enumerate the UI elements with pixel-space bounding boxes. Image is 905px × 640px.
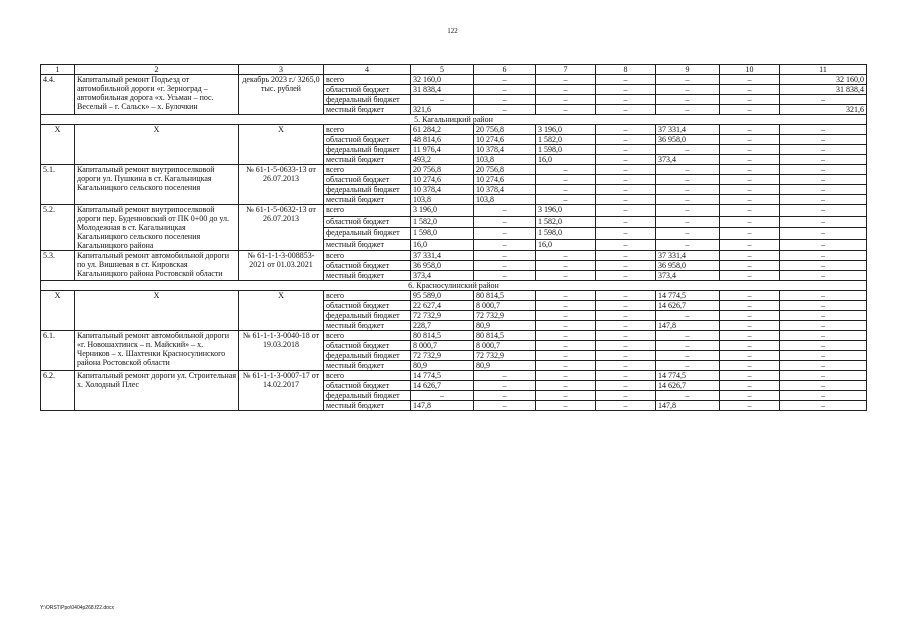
amount-cell: – <box>474 205 536 217</box>
amount-cell: – <box>656 195 720 205</box>
amount-cell: 80,9 <box>474 321 536 331</box>
amount-cell: – <box>780 321 867 331</box>
funding-source: всего <box>324 125 411 135</box>
amount-cell: – <box>780 341 867 351</box>
amount-cell: – <box>596 185 656 195</box>
amount-cell: – <box>656 85 720 95</box>
amount-cell: 147,8 <box>656 401 720 411</box>
amount-cell: 95 589,0 <box>411 291 474 301</box>
amount-cell: – <box>720 105 780 115</box>
amount-cell: 1 582,0 <box>411 216 474 228</box>
amount-cell: – <box>720 125 780 135</box>
file-path-footer: Y:\ORST\Ppo\0404p268.f22.docx <box>40 605 114 611</box>
amount-cell: 16,0 <box>536 239 596 251</box>
amount-cell: – <box>720 228 780 240</box>
amount-cell: – <box>656 216 720 228</box>
amount-cell: – <box>720 165 780 175</box>
amount-cell: – <box>596 261 656 271</box>
amount-cell: – <box>720 239 780 251</box>
amount-cell: – <box>780 301 867 311</box>
amount-cell: 16,0 <box>411 239 474 251</box>
amount-cell: 14 626,7 <box>656 381 720 391</box>
column-header: 8 <box>596 65 656 75</box>
amount-cell: – <box>656 331 720 341</box>
amount-cell: – <box>474 261 536 271</box>
amount-cell: 147,8 <box>411 401 474 411</box>
item-name: Х <box>75 125 239 165</box>
amount-cell: – <box>536 331 596 341</box>
amount-cell: 20 756,8 <box>474 125 536 135</box>
amount-cell: 10 378,4 <box>474 185 536 195</box>
amount-cell: 3 196,0 <box>536 205 596 217</box>
amount-cell: – <box>411 391 474 401</box>
funding-source: всего <box>324 331 411 341</box>
amount-cell: 493,2 <box>411 155 474 165</box>
amount-cell: 3 196,0 <box>536 125 596 135</box>
amount-cell: – <box>536 105 596 115</box>
column-header: 11 <box>780 65 867 75</box>
item-document: декабрь 2023 г./ 3265,0 тыс. рублей <box>239 75 324 115</box>
funding-source: всего <box>324 205 411 217</box>
amount-cell: – <box>720 205 780 217</box>
amount-cell: – <box>780 351 867 361</box>
funding-source: областной бюджет <box>324 341 411 351</box>
amount-cell: – <box>780 251 867 261</box>
amount-cell: 321,6 <box>780 105 867 115</box>
amount-cell: – <box>474 271 536 281</box>
amount-cell: – <box>536 261 596 271</box>
amount-cell: – <box>596 401 656 411</box>
table-row <box>41 251 867 261</box>
amount-cell: 31 838,4 <box>411 85 474 95</box>
amount-cell: 373,4 <box>656 271 720 281</box>
funding-source: федеральный бюджет <box>324 391 411 401</box>
amount-cell: – <box>536 175 596 185</box>
funding-source: областной бюджет <box>324 261 411 271</box>
amount-cell: – <box>536 185 596 195</box>
amount-cell: – <box>656 145 720 155</box>
amount-cell: – <box>720 216 780 228</box>
amount-cell: 48 814,6 <box>411 135 474 145</box>
amount-cell: – <box>536 351 596 361</box>
amount-cell: – <box>720 291 780 301</box>
item-name: Капитальный ремонт Подъезд от автомобильной дороги «г. Зерноград – автомобильная дорога «х. Усьман – пос. Веселый – г. Сальск» – х. Булочкин <box>75 75 239 115</box>
amount-cell: – <box>656 205 720 217</box>
amount-cell: 1 582,0 <box>536 135 596 145</box>
amount-cell: – <box>780 391 867 401</box>
amount-cell: 147,8 <box>656 321 720 331</box>
funding-source: областной бюджет <box>324 381 411 391</box>
amount-cell: 16,0 <box>536 155 596 165</box>
amount-cell: – <box>780 291 867 301</box>
amount-cell: – <box>536 291 596 301</box>
amount-cell: – <box>720 251 780 261</box>
amount-cell: – <box>596 145 656 155</box>
amount-cell: – <box>780 175 867 185</box>
amount-cell: – <box>536 301 596 311</box>
table-row <box>41 165 867 175</box>
amount-cell: – <box>474 251 536 261</box>
item-document: № 61-1-5-0632-13 от 26.07.2013 <box>239 205 324 251</box>
amount-cell: – <box>720 175 780 185</box>
amount-cell: 20 756,8 <box>411 165 474 175</box>
amount-cell: – <box>536 271 596 281</box>
amount-cell: – <box>474 75 536 85</box>
funding-source: федеральный бюджет <box>324 95 411 105</box>
amount-cell: 8 000,7 <box>411 341 474 351</box>
item-number: Х <box>41 125 75 165</box>
amount-cell: – <box>474 228 536 240</box>
amount-cell: 1 598,0 <box>536 228 596 240</box>
amount-cell: 22 627,4 <box>411 301 474 311</box>
amount-cell: – <box>656 239 720 251</box>
amount-cell: – <box>474 216 536 228</box>
amount-cell: 228,7 <box>411 321 474 331</box>
amount-cell: – <box>720 371 780 381</box>
amount-cell: – <box>656 311 720 321</box>
amount-cell: – <box>780 145 867 155</box>
amount-cell: – <box>656 391 720 401</box>
amount-cell: – <box>780 95 867 105</box>
amount-cell: – <box>720 135 780 145</box>
header-row <box>41 65 867 75</box>
amount-cell: 14 774,5 <box>656 371 720 381</box>
amount-cell: 80,9 <box>411 361 474 371</box>
amount-cell: 103,8 <box>474 155 536 165</box>
amount-cell: 37 331,4 <box>411 251 474 261</box>
amount-cell: – <box>596 85 656 95</box>
amount-cell: – <box>596 381 656 391</box>
amount-cell: – <box>596 125 656 135</box>
amount-cell: 3 196,0 <box>411 205 474 217</box>
amount-cell: – <box>411 95 474 105</box>
amount-cell: 373,4 <box>411 271 474 281</box>
funding-source: областной бюджет <box>324 301 411 311</box>
table-row <box>41 371 867 381</box>
amount-cell: – <box>780 195 867 205</box>
table-row <box>41 331 867 341</box>
amount-cell: – <box>474 239 536 251</box>
amount-cell: – <box>780 311 867 321</box>
amount-cell: – <box>720 321 780 331</box>
item-name: Капитальный ремонт внутрипоселковой дороги ул. Пушкина в ст. Кагальницкая Кагальницкого сельского поселения <box>75 165 239 205</box>
amount-cell: – <box>596 321 656 331</box>
item-name: Капитальный ремонт автомобильной дороги «г. Новошахтинск – п. Майский» – х. Черников – х. Шахтенки Красносулинского района Ростовской области <box>75 331 239 371</box>
funding-source: местный бюджет <box>324 239 411 251</box>
amount-cell: 10 274,6 <box>411 175 474 185</box>
amount-cell: – <box>720 311 780 321</box>
amount-cell: – <box>596 301 656 311</box>
item-number: 5.3. <box>41 251 75 281</box>
amount-cell: 32 160,0 <box>411 75 474 85</box>
amount-cell: – <box>720 401 780 411</box>
amount-cell: – <box>656 341 720 351</box>
table-row <box>41 75 867 85</box>
amount-cell: – <box>780 381 867 391</box>
amount-cell: – <box>596 75 656 85</box>
amount-cell: – <box>780 371 867 381</box>
section-row <box>41 281 867 291</box>
amount-cell: – <box>780 261 867 271</box>
funding-source: местный бюджет <box>324 195 411 205</box>
item-name: Капитальный ремонт дороги ул. Строительная х. Холодный Плес <box>75 371 239 411</box>
amount-cell: – <box>656 75 720 85</box>
amount-cell: – <box>474 95 536 105</box>
amount-cell: – <box>536 391 596 401</box>
page-number: 122 <box>447 27 458 35</box>
column-header: 9 <box>656 65 720 75</box>
amount-cell: 31 838,4 <box>780 85 867 95</box>
amount-cell: 37 331,4 <box>656 125 720 135</box>
item-document: № 61-1-1-3-0040-18 от 19.03.2018 <box>239 331 324 371</box>
amount-cell: – <box>780 228 867 240</box>
amount-cell: – <box>720 185 780 195</box>
amount-cell: – <box>596 361 656 371</box>
item-number: 6.1. <box>41 331 75 371</box>
amount-cell: – <box>720 331 780 341</box>
amount-cell: – <box>536 361 596 371</box>
amount-cell: – <box>720 301 780 311</box>
funding-source: областной бюджет <box>324 85 411 95</box>
amount-cell: – <box>656 351 720 361</box>
amount-cell: – <box>780 185 867 195</box>
table-row <box>41 291 867 301</box>
section-row <box>41 115 867 125</box>
amount-cell: 80 814,5 <box>474 291 536 301</box>
amount-cell: – <box>596 155 656 165</box>
amount-cell: – <box>536 321 596 331</box>
funding-source: всего <box>324 165 411 175</box>
column-header: 5 <box>411 65 474 75</box>
item-number: 6.2. <box>41 371 75 411</box>
amount-cell: 10 274,6 <box>474 135 536 145</box>
table-row <box>41 205 867 217</box>
amount-cell: 10 378,4 <box>474 145 536 155</box>
amount-cell: – <box>780 216 867 228</box>
amount-cell: 14 774,5 <box>656 291 720 301</box>
amount-cell: – <box>596 239 656 251</box>
table-row <box>41 125 867 135</box>
item-document: Х <box>239 125 324 165</box>
column-header: 7 <box>536 65 596 75</box>
amount-cell: – <box>536 401 596 411</box>
amount-cell: 103,8 <box>411 195 474 205</box>
amount-cell: 80,9 <box>474 361 536 371</box>
amount-cell: 61 284,2 <box>411 125 474 135</box>
amount-cell: – <box>780 205 867 217</box>
amount-cell: 10 378,4 <box>411 185 474 195</box>
column-header: 6 <box>474 65 536 75</box>
funding-source: всего <box>324 251 411 261</box>
amount-cell: – <box>720 271 780 281</box>
amount-cell: 11 976,4 <box>411 145 474 155</box>
amount-cell: 72 732,9 <box>474 311 536 321</box>
item-number: 5.2. <box>41 205 75 251</box>
amount-cell: 321,6 <box>411 105 474 115</box>
amount-cell: – <box>596 291 656 301</box>
amount-cell: – <box>656 165 720 175</box>
funding-source: всего <box>324 75 411 85</box>
amount-cell: – <box>596 105 656 115</box>
column-header: 1 <box>41 65 75 75</box>
amount-cell: – <box>656 105 720 115</box>
funding-source: всего <box>324 371 411 381</box>
column-header: 10 <box>720 65 780 75</box>
amount-cell: 32 160,0 <box>780 75 867 85</box>
amount-cell: – <box>596 95 656 105</box>
amount-cell: 72 732,9 <box>411 311 474 321</box>
amount-cell: 20 756,8 <box>474 165 536 175</box>
item-name: Х <box>75 291 239 331</box>
amount-cell: 8 000,7 <box>474 341 536 351</box>
amount-cell: – <box>596 391 656 401</box>
funding-source: всего <box>324 291 411 301</box>
amount-cell: 72 732,9 <box>411 351 474 361</box>
amount-cell: – <box>720 95 780 105</box>
funding-source: местный бюджет <box>324 271 411 281</box>
amount-cell: – <box>780 125 867 135</box>
amount-cell: – <box>720 261 780 271</box>
amount-cell: – <box>596 331 656 341</box>
item-name: Капитальный ремонт автомобильной дороги по ул. Вишневая в ст. Кировская Кагальницкого района Ростовской области <box>75 251 239 281</box>
item-number: Х <box>41 291 75 331</box>
amount-cell: 36 958,0 <box>656 135 720 145</box>
amount-cell: – <box>780 155 867 165</box>
section-title: 6. Красносулинский район <box>41 281 867 291</box>
amount-cell: – <box>536 75 596 85</box>
amount-cell: 14 774,5 <box>411 371 474 381</box>
amount-cell: 1 582,0 <box>536 216 596 228</box>
amount-cell: – <box>656 361 720 371</box>
amount-cell: – <box>596 175 656 185</box>
amount-cell: – <box>720 85 780 95</box>
amount-cell: 80 814,5 <box>474 331 536 341</box>
amount-cell: 80 814,5 <box>411 331 474 341</box>
amount-cell: – <box>474 105 536 115</box>
amount-cell: 1 598,0 <box>411 228 474 240</box>
amount-cell: – <box>780 331 867 341</box>
amount-cell: – <box>780 165 867 175</box>
amount-cell: – <box>720 341 780 351</box>
amount-cell: – <box>596 351 656 361</box>
funding-source: федеральный бюджет <box>324 185 411 195</box>
item-document: Х <box>239 291 324 331</box>
item-document: № 61-1-5-0633-13 от 26.07.2013 <box>239 165 324 205</box>
amount-cell: 103,8 <box>474 195 536 205</box>
amount-cell: 37 331,4 <box>656 251 720 261</box>
amount-cell: – <box>474 85 536 95</box>
amount-cell: – <box>720 381 780 391</box>
amount-cell: – <box>596 228 656 240</box>
amount-cell: – <box>536 85 596 95</box>
amount-cell: – <box>656 95 720 105</box>
amount-cell: – <box>720 155 780 165</box>
amount-cell: – <box>536 195 596 205</box>
amount-cell: – <box>536 311 596 321</box>
amount-cell: – <box>474 371 536 381</box>
amount-cell: – <box>596 371 656 381</box>
amount-cell: – <box>596 341 656 351</box>
funding-source: местный бюджет <box>324 361 411 371</box>
funding-source: местный бюджет <box>324 105 411 115</box>
amount-cell: – <box>720 391 780 401</box>
amount-cell: 72 732,9 <box>474 351 536 361</box>
amount-cell: – <box>536 381 596 391</box>
funding-source: местный бюджет <box>324 155 411 165</box>
amount-cell: – <box>780 135 867 145</box>
funding-source: федеральный бюджет <box>324 145 411 155</box>
funding-source: федеральный бюджет <box>324 228 411 240</box>
section-title: 5. Кагальницкий район <box>41 115 867 125</box>
amount-cell: – <box>474 401 536 411</box>
column-header: 4 <box>324 65 411 75</box>
amount-cell: – <box>596 271 656 281</box>
amount-cell: 14 626,7 <box>411 381 474 391</box>
amount-cell: 10 274,6 <box>474 175 536 185</box>
amount-cell: – <box>720 195 780 205</box>
amount-cell: – <box>780 271 867 281</box>
amount-cell: – <box>720 75 780 85</box>
amount-cell: – <box>780 361 867 371</box>
funding-source: областной бюджет <box>324 135 411 145</box>
amount-cell: – <box>596 165 656 175</box>
amount-cell: – <box>720 351 780 361</box>
amount-cell: – <box>536 341 596 351</box>
funding-source: областной бюджет <box>324 175 411 185</box>
amount-cell: – <box>720 361 780 371</box>
amount-cell: – <box>596 311 656 321</box>
amount-cell: – <box>596 135 656 145</box>
funding-source: местный бюджет <box>324 321 411 331</box>
amount-cell: – <box>536 371 596 381</box>
item-document: № 61-1-1-3-008853-2021 от 01.03.2021 <box>239 251 324 281</box>
amount-cell: – <box>780 401 867 411</box>
amount-cell: – <box>536 165 596 175</box>
amount-cell: – <box>536 251 596 261</box>
amount-cell: 36 958,0 <box>656 261 720 271</box>
funding-source: областной бюджет <box>324 216 411 228</box>
amount-cell: – <box>780 239 867 251</box>
amount-cell: 373,4 <box>656 155 720 165</box>
amount-cell: – <box>656 175 720 185</box>
amount-cell: – <box>474 391 536 401</box>
amount-cell: 1 598,0 <box>536 145 596 155</box>
item-number: 5.1. <box>41 165 75 205</box>
column-header: 3 <box>239 65 324 75</box>
amount-cell: 14 626,7 <box>656 301 720 311</box>
funding-source: местный бюджет <box>324 401 411 411</box>
funding-source: федеральный бюджет <box>324 351 411 361</box>
item-number: 4.4. <box>41 75 75 115</box>
amount-cell: – <box>596 216 656 228</box>
amount-cell: – <box>656 185 720 195</box>
amount-cell: – <box>596 195 656 205</box>
amount-cell: – <box>720 145 780 155</box>
funding-source: федеральный бюджет <box>324 311 411 321</box>
item-document: № 61-1-1-3-0007-17 от 14.02.2017 <box>239 371 324 411</box>
amount-cell: – <box>656 228 720 240</box>
budget-table <box>40 64 867 411</box>
amount-cell: – <box>596 205 656 217</box>
amount-cell: – <box>536 95 596 105</box>
amount-cell: 36 958,0 <box>411 261 474 271</box>
item-name: Капитальный ремонт внутрипоселковой дороги пер. Буденновский от ПК 0+00 до ул. Молодежная в ст. Кагальницкая Кагальницкого сельского поселения Кагальницкого района <box>75 205 239 251</box>
amount-cell: – <box>596 251 656 261</box>
amount-cell: – <box>474 381 536 391</box>
amount-cell: 8 000,7 <box>474 301 536 311</box>
column-header: 2 <box>75 65 239 75</box>
